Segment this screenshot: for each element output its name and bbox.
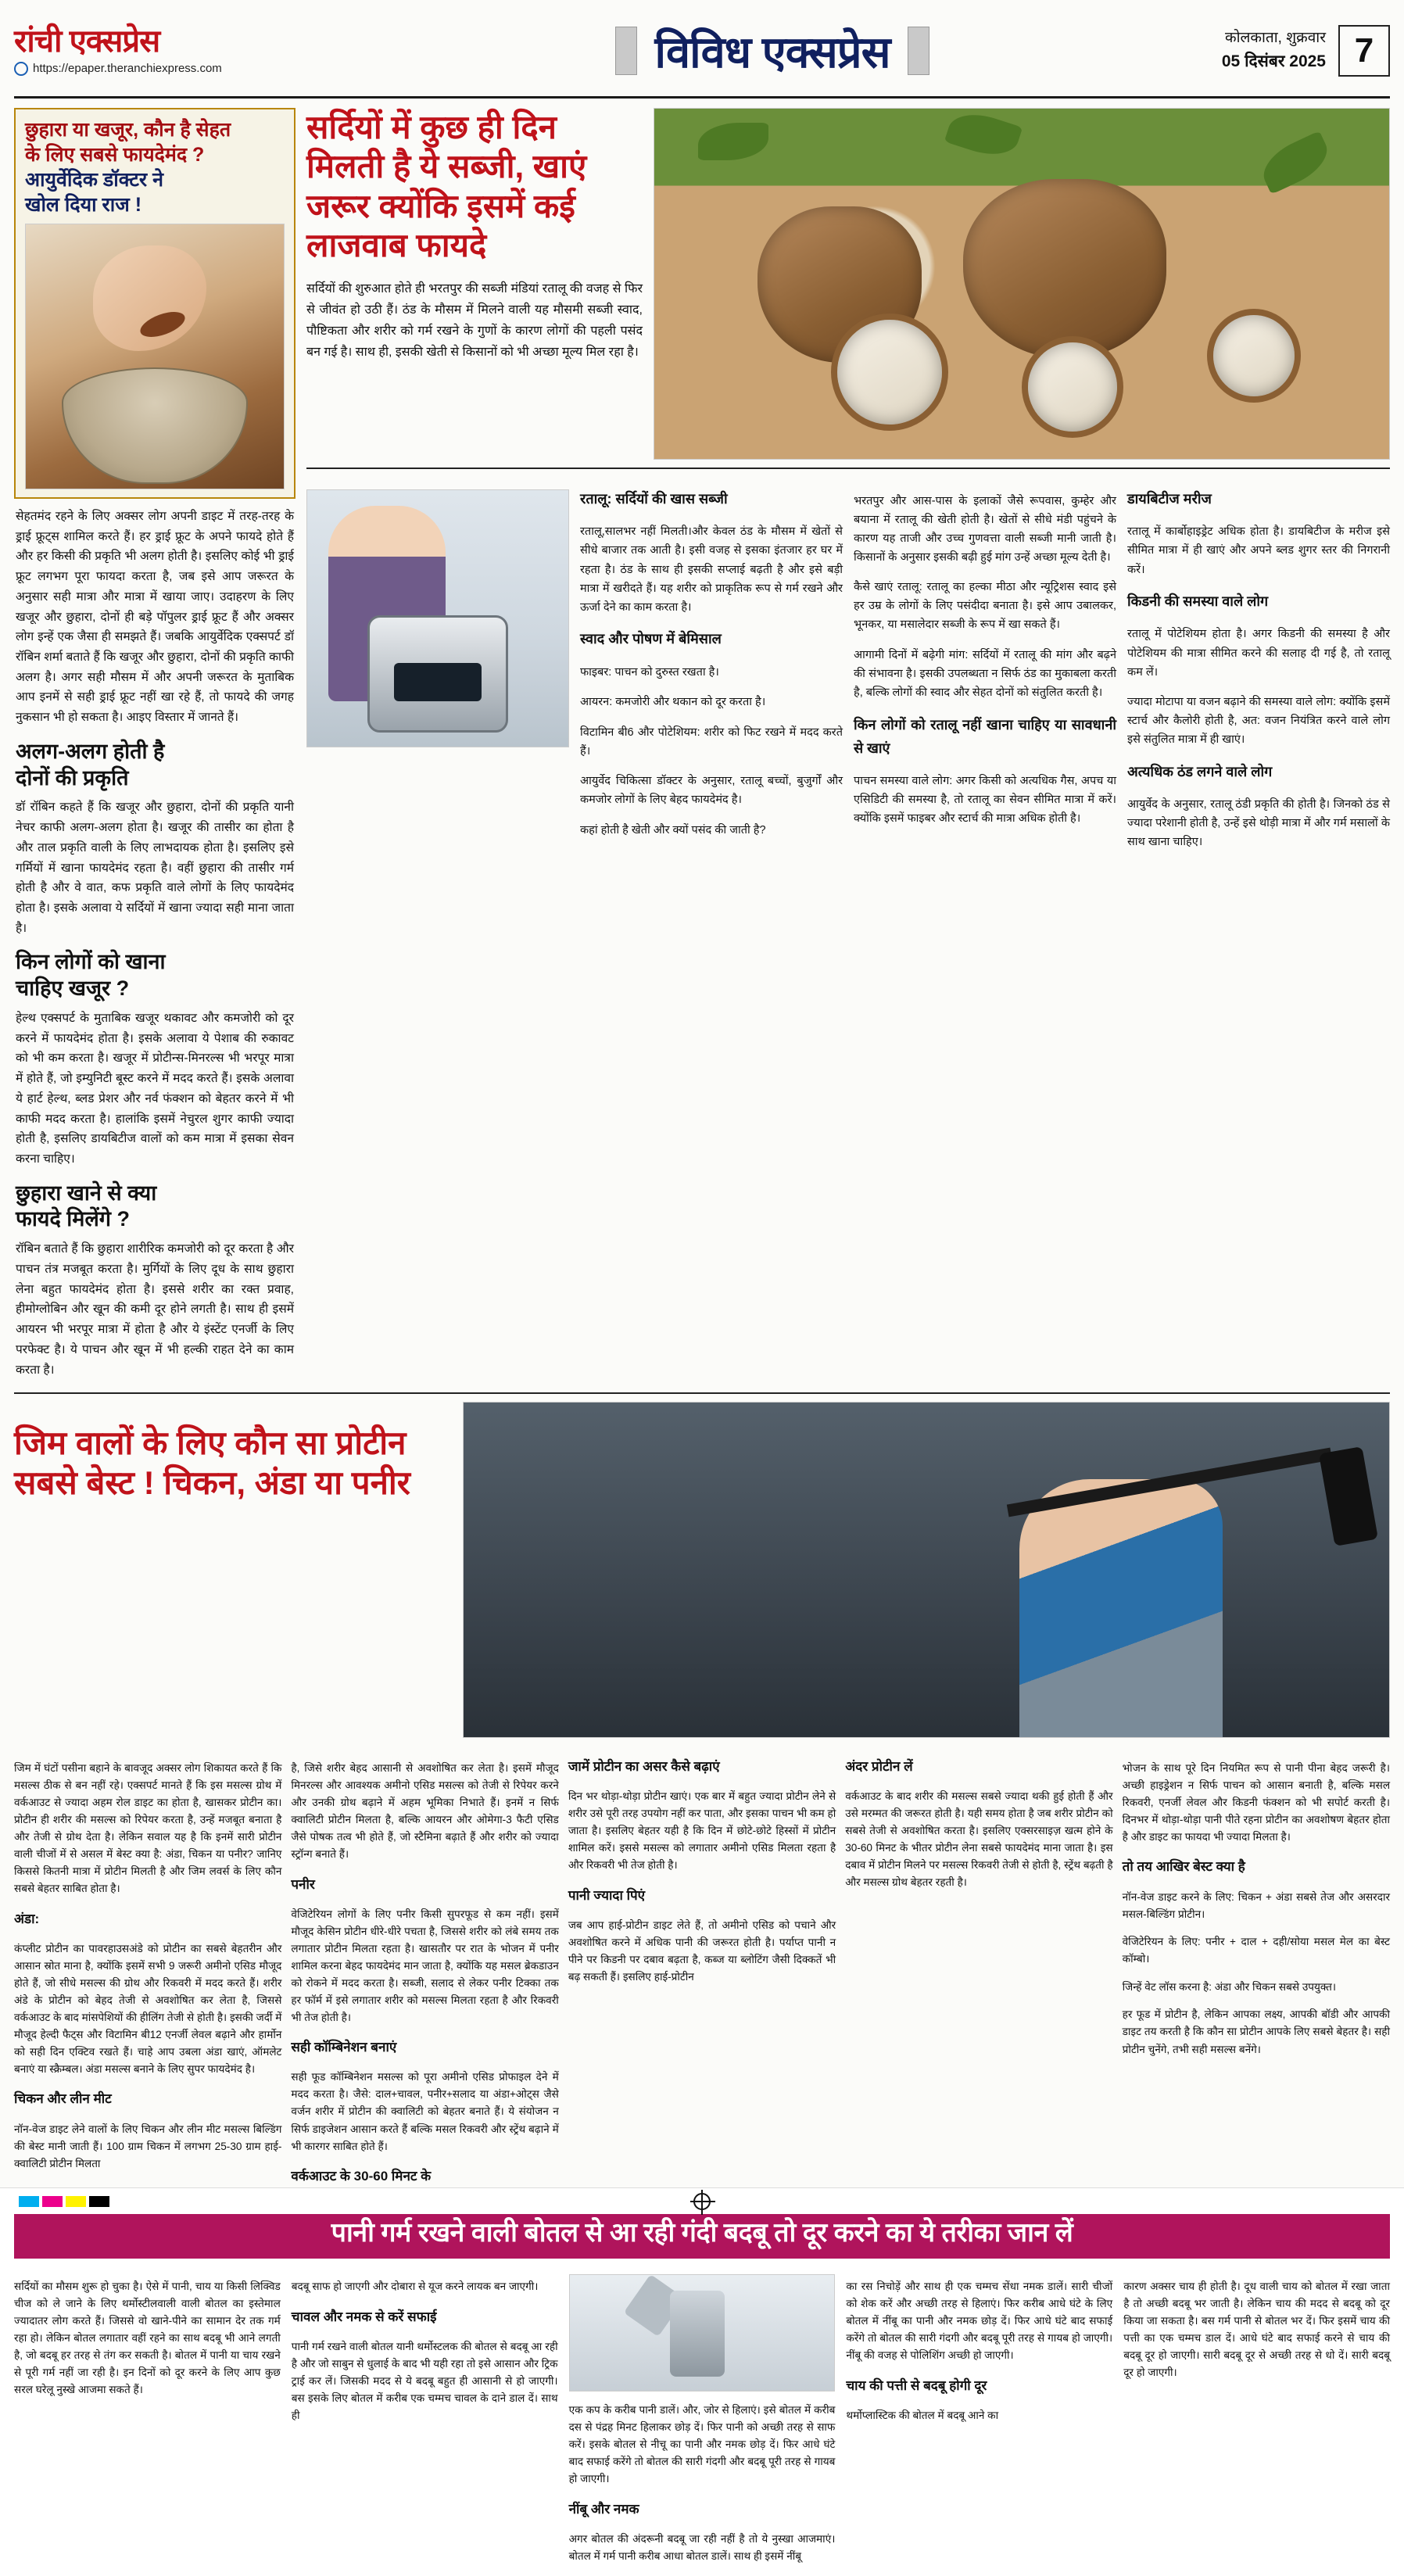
lead-col3-text: भरतपुर और आस-पास के इलाकों जैसे रूपवास, कुम्हेर और बयाना में रतालू की खेती होती है। खेतों से सीधे मंडी पहुंचने के कारण यह ताजी और उच्च गुणवत्ता वाली सब्जी मानी जाती है। किसानों के अनुसार इसकी बढ़ी हुई मांग उन्हें अच्छा मूल्य देती है। <box>854 494 1116 564</box>
teaser-subhead-2 <box>16 949 294 1002</box>
taro-root-vegetable-photo <box>654 108 1390 460</box>
lead-col3-text2: आगामी दिनों में बढ़ेगी मांग: सर्दियों में रतालू की मांग और बढ़ने की संभावना है। इसकी उपलब्धता न सिर्फ ठंड का मुकाबला करती है, बल्कि लोगों की स्वाद और सेहत दोनों को संतुलित करती है। <box>854 648 1116 700</box>
bottom-c5-text: कारण अक्सर चाय ही होती है। दूध वाली चाय को बोतल में रखा जाता है तो अच्छी बदबू भर जाती है। लेकिन चाय की मदद से बदबू को दूर किया जा सकता है। बस गर्म पानी से बोतल भर दें। फिर इसमें चाय की पत्ती का एक चम्मच डाल दें। आधे घंटे बाद सफाई करने से चाय की बदबू दूर हो जाएगी। सारी बदबू दूर से अच्छी तरह से धो दें। सारी बदबू दूर हो जाएगी। <box>1123 2280 1390 2379</box>
left-column <box>14 108 295 1380</box>
protein-c2-heading: पनीर <box>291 1876 315 1892</box>
lead-col2-heading2: स्वाद और पोषण में बेमिसाल <box>580 631 722 647</box>
protein-c1-heading: अंडा: <box>14 1911 40 1926</box>
teaser-headline <box>25 117 285 217</box>
teaser-article <box>14 108 295 499</box>
bottom-c4-heading: चाय की पत्ती से बदबू होगी दूर <box>846 2377 987 2393</box>
print-registration-bar <box>0 2187 1404 2214</box>
protein-c4-text: वर्कआउट के बाद शरीर की मसल्स सबसे ज्यादा थकी हुई होती हैं और उसे मरम्मत की जरूरत होती है। यही समय होता है जब शरीर प्रोटीन को सबसे तेजी से अवशोषित करता है। इसलिए एक्सरसाइज़ खत्म होने के 30-60 मिनट के भीतर प्रोटीन लेना सबसे फायदेमंद माना जाता है। इस दबाव में प्रोटीन मिलने पर मसल्स रिकवरी तेजी से होती है, स्ट्रेंथ बढ़ती है और मसल्स ग्रोथ बेहतर रहती है। <box>845 1790 1113 1889</box>
bottom-c3-heading: नींबू और नमक <box>568 2501 639 2517</box>
bottom-col-1 <box>14 2268 281 2576</box>
teaser-body-2: डॉ रॉबिन कहते हैं कि खजूर और छुहारा, दोनों की प्रकृति यानी नेचर काफी अलग-अलग होता है। खजूर की तासीर का होता है और ताल प्रकृति वाली के लिए लाभदायक होता है। इसलिए इसे गर्मियों में खाना फायदेमंद रहता है। वहीं छुहारा की तासीर गर्म होती है और वे वात, कफ प्रकृति वाले लोगों के लिए फायदेमंद होता है। इसके अलावा ये सर्दियों में खाना ज्यादा सही माना जाता है। <box>16 801 294 935</box>
bottom-c4-text: का रस निचोड़ें और साथ ही एक चम्मच सेंधा नमक डालें। सारी चीजों को शेक करें और अच्छी तरह से हिलाएं। फिर करीब आधे घंटे के लिए बोतल में नींबू का पानी और नमक छोड़ दें। फिर आधे घंटे बाद सफाई करेंगे तो बोतल की सारी गंदगी और बदबू पूरी तरह से गायब हो जाएगी। नींबू की वजह से पोलिशिंग अच्छी हो जाएगी। <box>846 2280 1113 2362</box>
bottom-banner-headline: पानी गर्म रखने वाली बोतल से आ रही गंदी बदबू तो दूर करने का ये तरीका जान लें <box>14 2204 1390 2259</box>
lead-col-4 <box>1127 480 1390 863</box>
athlete-shape <box>1019 1479 1223 1737</box>
logo-text: रांची एक्सप्रेस <box>14 23 160 59</box>
issue-date: 05 दिसंबर 2025 <box>1221 52 1326 70</box>
yellow-swatch <box>66 2196 86 2207</box>
protein-headline: जिम वालों के लिए कौन सा प्रोटीन सबसे बेस्ट ! चिकन, अंडा या पनीर <box>14 1424 410 1501</box>
taro-whole <box>963 179 1166 359</box>
lead-text-block <box>306 108 643 460</box>
decoration-bar-left <box>615 27 637 75</box>
masthead <box>14 11 1390 99</box>
lead-col2-text3: कहां होती है खेती और क्यों पसंद की जाती है? <box>580 823 766 837</box>
lead-col2-bullet-1: फाइबर: पाचन को दुरुस्त रखता है। <box>580 665 719 679</box>
teaser-headline-line2: के लिए सबसे फायदेमंद ? <box>25 144 205 166</box>
protein-c3-heading2: पानी ज्यादा पिएं <box>568 1888 646 1904</box>
bottom-c2-text2: पानी गर्म रखने वाली बोतल यानी थर्मोस्टलक की बोतल से बदबू आ रही है और जो साबुन से धुलाई के बाद भी यही रहा तो इसे आसान और ट्रिक ट्राई कर लें। जिसकी मदद से ये बदबू बहुत ही आसानी से हो जाएगी। बस इसके लिए बोतल में करीब एक चम्मच चावल के दाने डाल दें। साथ ही <box>291 2340 558 2422</box>
dateline <box>1222 27 1326 74</box>
taro-slice <box>1207 309 1301 403</box>
lead-col-2 <box>580 480 843 863</box>
protein-col-4 <box>845 1749 1112 2191</box>
protein-c3-text2: जब आप हाई-प्रोटीन डाइट लेते हैं, तो अमीनो एसिड को पचाने और अवशोषित करने में अधिक पानी की जरूरत होती है। पर्याप्त पानी न पीने पर किडनी पर दबाव बढ़ता है, कब्ज या ब्लोटिंग जैसी दिक्कतें भी बढ़ सकती हैं। इसलिए हाई-प्रोटीन <box>568 1919 836 1983</box>
lead-col2-bullet-2: आयरन: कमजोरी और थकान को दूर करता है। <box>580 696 766 709</box>
lead-col-3 <box>854 480 1116 863</box>
protein-c2-heading3: वर्कआउट के 30-60 मिनट के <box>291 2169 432 2184</box>
globe-icon <box>14 62 28 76</box>
bottom-c3-text: एक कप के करीब पानी डालें। और, जोर से हिलाएं। इसे बोतल में करीब दस से पंद्रह मिनट हिलाकर छोड़ दें। फिर पानी को अच्छी तरह से साफ करें। इसके बोतल से नीचू का पानी और नमक छोड़ दें। फिर आधे घंटे बाद सफाई करेंगे तो बोतल की सारी गंदगी और बदबू पूरी तरह से गायब हो जाएगी। <box>568 2404 836 2485</box>
lead-col4-text2: रतालू में पोटेशियम होता है। अगर किडनी की समस्या है और पोटेशियम की मात्रा सीमित करने की सलाह दी गई है, तो रतालू कम लें। <box>1127 628 1390 679</box>
teaser-body-4: रॉबिन बताते हैं कि छुहारा शारीरिक कमजोरी को दूर करता है और पाचन तंत्र मजबूत करता है। मुर्गियों के लिए दूध के साथ छुहारा लेना बहुत फायदेमंद होता है। इससे शरीर का रक्त प्रवाह, हीमोग्लोबिन और खून की कमी दूर होने लगती है। साथ ही इसमें आयरन भी भरपूर मात्रा में होता है और ये इंस्टेंट एनर्जी के लिए परफेक्ट है। ये पाचन और खून में भी हल्की राहत देने का काम करता है। <box>16 1242 294 1377</box>
place-day: कोलकाता, शुक्रवार <box>1225 29 1326 46</box>
taro-slice <box>831 313 948 431</box>
bottom-col-5 <box>1123 2268 1390 2576</box>
protein-col-5 <box>1123 1749 1390 2191</box>
protein-columns <box>14 1749 1390 2191</box>
bottom-c2-text: बदबू साफ हो जाएगी और दोबारा से यूज करने लायक बन जाएगी। <box>291 2280 539 2293</box>
lead-col-1 <box>306 480 569 863</box>
divider <box>306 468 1390 469</box>
lead-col2-bullet-3: विटामिन बी6 और पोटेशियम: शरीर को फिट रखने में मदद करते हैं। <box>580 726 843 758</box>
teaser-headline-line3: आयुर्वेदिक डॉक्टर ने <box>25 169 163 191</box>
teaser-subhead-1-line1: अलग-अलग होती है <box>16 739 165 763</box>
lead-headline: सर्दियों में कुछ ही दिन मिलती है ये सब्जी, खाएं जरूर क्योंकि इसमें कई लाजवाब फायदे <box>306 109 587 264</box>
page-content <box>14 108 1390 1380</box>
bottom-columns <box>14 2268 1390 2576</box>
section-title: विविध एक्सप्रेस <box>654 27 890 77</box>
cyan-swatch <box>19 2196 39 2207</box>
cooker-shape <box>367 615 508 733</box>
teaser-body-1: सेहतमंद रहने के लिए अक्सर लोग अपनी डाइट में तरह-तरह के ड्राई फ्रूट्स शामिल करते हैं। हर ड्राई फ्रूट के अपने फायदे होते हैं और हर किसी की प्रकृति भी अलग होती है। इसलिए कोई भी ड्राई फ्रूट लगभग पूरा फायदा करता है, जब इसे आप जरूरत के अनुसार सही मात्रा और मात्रा में खाया जाए। उदाहरण के लिए खजूर और छुहारा, दोनों ही बड़े पॉपुलर ड्राई फ्रूट हैं और अक्सर लोग इन्हें एक जैसा ही समझते हैं। जबकि आयुर्वेदिक एक्सपर्ट डॉ रॉबिन शर्मा बताते हैं कि खजूर और छुहारा, दोनों की प्रकृति काफी अलग है। अगर सही मौसम में और अपनी जरूरत के मुताबिक आप इनमें से सही ड्राई फ्रूट नहीं खा रहे हैं, तो फायदे की जगह नुकसान भी हो सकता है। आइए विस्तार में जानते हैं। <box>16 510 294 725</box>
protein-c1-text: जिम में घंटों पसीना बहाने के बावजूद अक्सर लोग शिकायत करते हैं कि मसल्स ठीक से बन नहीं रहे। एक्सपर्ट मानते हैं कि इस मसल्स ग्रोथ में वर्कआउट से ज्यादा अहम रोल डाइट का होता है, खासकर प्रोटीन का। प्रोटीन ही शरीर की मसल्स को रिपेयर करता है, उन्हें मजबूत बनाता है और तेजी से ग्रोथ देता है। लेकिन सवाल यह है कि इनमें सारी प्रोटीन वाली चीजों में से असल में बेस्ट क्या है: अंडा, चिकन या पनीर? जानिए किससे कितनी मात्रा में प्रोटीन मिलती है और जिम लवर्स के लिए कौन सबसे बेहतर साबित होता है। <box>14 1761 282 1894</box>
lead-col4-heading3: अत्यधिक ठंड लगने वाले लोग <box>1127 763 1273 779</box>
main-column <box>306 108 1390 1380</box>
dates-in-bowl-photo <box>25 224 285 489</box>
black-swatch <box>89 2196 109 2207</box>
bottom-c2-heading: चावल और नमक से करें सफाई <box>291 2309 437 2324</box>
protein-c2-heading2: सही कॉम्बिनेशन बनाएं <box>291 2040 397 2055</box>
taro-slice <box>1022 336 1123 438</box>
bottom-col-2 <box>292 2268 558 2576</box>
protein-c2-text2: वेजिटेरियन लोगों के लिए पनीर किसी सुपरफूड से कम नहीं। इसमें मौजूद केसिन प्रोटीन धीरे-धीरे पचता है, जिससे शरीर को लंबे समय तक लगातार प्रोटीन मिलता रहता है। खासतौर पर रात के भोजन में पनीर शामिल करना बेहद फायदेमंद मान जाता है, क्योंकि यह मसल ब्रेकडाउन को रोकने में मदद करता है। सब्जी, सलाद से लेकर पनीर टिक्का तक हर फॉर्म में इसे लगातार शरीर को मसल्स मिलता रहता है और रिकवरी भी तेज होती है। <box>291 1908 559 2023</box>
leaf-shape <box>698 123 768 160</box>
protein-c5-heading: तो तय आखिर बेस्ट क्या है <box>1122 1859 1245 1875</box>
woman-with-pressure-cooker-photo <box>306 489 569 747</box>
cmyk-color-bar <box>19 2196 109 2207</box>
protein-c1-text3: नॉन-वेज डाइट लेने वालों के लिए चिकन और लीन मीट मसल्स बिल्डिंग की बेस्ट मानी जाती हैं। 100 ग्राम चिकन में लगभग 25-30 ग्राम हाई-क्वालिटी प्रोटीन मिलता <box>14 2123 282 2169</box>
protein-c1-heading2: चिकन और लीन मीट <box>14 2091 112 2107</box>
protein-col-2 <box>291 1749 558 2191</box>
lead-col2-heading: रतालू: सर्दियों की खास सब्जी <box>580 491 728 507</box>
teaser-subhead-1 <box>16 739 294 792</box>
protein-col-3 <box>568 1749 836 2191</box>
lead-col3-heading3: किन लोगों को रतालू नहीं खाना चाहिए या सावधानी से खाएं <box>854 716 1116 756</box>
protein-c1-text2: कंप्लीट प्रोटीन का पावरहाउसअंडे को प्रोटीन का सबसे बेहतरीन और आसान स्रोत माना है, क्योंकि इसमें सभी 9 जरूरी अमीनो एसिड मौजूद होते हैं, जो सीधे मसल्स की ग्रोथ और रिकवरी में मदद करते हैं। शरीर अंडे के प्रोटीन को बेहद तेजी से अवशोषित कर लेता है, जिससे वर्कआउट के बाद मांसपेशियों की हीलिंग तेजी से होती है। इसकी जर्दी में मौजूद हेल्दी फैट्स और विटामिन बी12 एनर्जी लेवल बढ़ाने और हार्मोन को सही दिन एक्टिव रखते हैं। चाहे आप उबला अंडा खाएं, ऑमलेट बनाएं या स्क्रैम्बल। अंडा मसल्स बनाने के लिए सुपर फायदेमंद है। <box>14 1942 282 2075</box>
teaser-body-3: हेल्थ एक्सपर्ट के मुताबिक खजूर थकावट और कमजोरी को दूर करने में फायदेमंद होता है। इसके अलावा ये पेशाब की रुकावट को भी कम करता है। खजूर में प्रोटीन्स-मिनरल्स भी भरपूर मात्रा में होते हैं, जो इम्युनिटी बूस्ट करने में मदद करते हैं। इसके अलावा ये हार्ट हेल्थ, ब्लड प्रेशर और नर्व फंक्शन को बेहतर करने में भी काफी मदद करता है। हालांकि इसमें नेचुरल शुगर काफी ज्यादा होती है, इसलिए डायबिटीज वालों को कम मात्रा में इसका सेवन करना चाहिए। <box>16 1011 294 1166</box>
lead-story <box>306 108 1390 460</box>
bottle-shape <box>670 2291 725 2377</box>
bowl-shape <box>62 367 248 484</box>
thermos-bottle-pouring-photo <box>569 2274 836 2391</box>
page-number: 7 <box>1338 25 1390 77</box>
magenta-swatch <box>42 2196 63 2207</box>
bottom-col-4 <box>846 2268 1112 2576</box>
lead-col4-text: रतालू में कार्बोहाइड्रेट अधिक होता है। डायबिटीज के मरीज इसे सीमित मात्रा में ही खाएं और अपने ब्लड शुगर स्तर की निगरानी करें। <box>1127 525 1390 576</box>
masthead-right <box>1124 25 1390 77</box>
teaser-headline-line1: छुहारा या खजूर, कौन है सेहत <box>25 119 231 141</box>
teaser-subhead-2-line2: चाहिए खजूर ? <box>16 976 130 1001</box>
bottom-c3-text2: अगर बोतल की अंदरूनी बदबू जा रही नहीं है तो ये नुस्खा आजमाएं। बोतल में गर्म पानी करीब आधा बोतल डालें। साथ ही इसमें नींबू <box>568 2533 836 2563</box>
protein-c2-text: है, जिसे शरीर बेहद आसानी से अवशोषित कर लेता है। इसमें मौजूद मिनरल्स और आवश्यक अमीनो एसिड मसल्स को तेजी से रिपेयर करने और उनकी ग्रोथ बढ़ाने में अहम भूमिका निभाते हैं। इनमें न सिर्फ क्वालिटी प्रोटीन मिलता है, बल्कि आयरन और ओमेगा-3 फैटी एसिड जैसे पोषक तत्व भी होते हैं, जो स्टैमिना बढ़ाते हैं और शरीर को ज्यादा स्ट्रॉन्ग बनाते हैं। <box>291 1761 559 1860</box>
bottom-c1-text: सर्दियों का मौसम शुरू हो चुका है। ऐसे में पानी, चाय या किसी लिक्विड चीज को ले जाने के लिए थर्मोस्टीलवाली वाली बोतल का इस्तेमाल ज्यादातर लोग करते हैं। जिससे वो खाने-पीने का सामान देर तक गर्म रहा हो। लेकिन बोतल लगातार वहीं रहने का साथ बदबू भी आने लगती है, जो बदबू हर तरह से तंग कर सकती है। बोतल में पानी या चाय रखने से पूरी गर्म नहीं जा रही है। इन दिनों को दूर करने के लिए आप कुछ सरल घरेलू नुस्खे आजमा सकते हैं। <box>14 2280 281 2396</box>
lead-col4-heading2: किडनी की समस्या वाले लोग <box>1127 593 1269 610</box>
teaser-subhead-1-line2: दोनों की प्रकृति <box>16 765 129 790</box>
leaf-shape <box>1255 131 1335 195</box>
protein-c3-heading: जामें प्रोटीन का असर कैसे बढ़ाएं <box>568 1759 720 1775</box>
protein-c5-text3: वेजिटेरियन के लिए: पनीर + दाल + दही/सोया मसल मेल का बेस्ट कॉम्बो। <box>1122 1936 1391 1965</box>
url-text: https://epaper.theranchiexpress.com <box>33 62 222 75</box>
protein-c3-text: दिन भर थोड़ा-थोड़ा प्रोटीन खाएं। एक बार में बहुत ज्यादा प्रोटीन लेने से शरीर उसे पूरी तरह उपयोग नहीं कर पाता, और इसका पाचन भी कम हो जाता है। इसलिए बेहतर यही है कि दिन में छोटे-छोटे हिस्सों में प्रोटीन शामिल करें। इससे मसल्स को लगातार अमीनो एसिड मिलता रहता है और रिकवरी भी तेज होती है। <box>568 1790 836 1872</box>
protein-c2-text3: सही फूड कॉम्बिनेशन मसल्स को पूरा अमीनो एसिड प्रोफाइल देने में मदद करता है। जैसे: दाल+चावल, पनीर+सलाद या अंडा+ओट्स जैसे वर्जन शरीर में प्रोटीन की क्वालिटी को बेहतर बनाते हैं। ये संयोजन न सिर्फ डाइजेशन आसान करते हैं बल्कि मसल रिकवरी और स्ट्रेंथ बढ़ाने में भी कारगर साबित होते हैं। <box>291 2071 559 2152</box>
teaser-subhead-3-line1: छुहारा खाने से क्या <box>16 1181 157 1205</box>
newspaper-logo <box>14 23 421 59</box>
teaser-subhead-2-line1: किन लोगों को खाना <box>16 950 166 974</box>
cooker-panel <box>394 663 481 701</box>
protein-article <box>14 1392 1390 2191</box>
protein-c5-text4: जिन्हें वेट लॉस करना है: अंडा और चिकन सबसे उपयुक्त। <box>1122 1980 1337 1993</box>
section-title-wrap <box>421 21 1124 81</box>
protein-c4-heading: अंदर प्रोटीन लें <box>845 1759 913 1775</box>
lead-col4-text3: ज्यादा मोटापा या वजन बढ़ाने की समस्या वाले लोग: क्योंकि इसमें स्टार्च और कैलोरी होती है, अत: वजन नियंत्रित करने वाले लोग इसे संतुलित मात्रा में ही खाएं। <box>1127 696 1390 747</box>
registration-mark-icon <box>693 2193 711 2210</box>
epaper-url[interactable] <box>14 62 421 76</box>
woman-lifting-barbell-gym-photo <box>463 1402 1390 1738</box>
leaf-shape <box>944 108 1023 163</box>
lead-col4-heading: डायबिटीज मरीज <box>1127 491 1212 507</box>
lead-col3-text3: पाचन समस्या वाले लोग: अगर किसी को अत्यधिक गैस, अपच या एसिडिटी की समस्या है, तो रतालू का सेवन सीमित मात्रा में करें। क्योंकि इसमें फाइबर और स्टार्च की मात्रा अधिक होती है। <box>854 774 1116 825</box>
decoration-bar-right <box>908 27 929 75</box>
lead-col4-text4: आयुर्वेद के अनुसार, रतालू ठंडी प्रकृति की होती है। जिनको ठंड से ज्यादा परेशानी होती है, उन्हें इसे थोड़ी मात्रा में और गर्म मसालों के साथ खाना चाहिए। <box>1127 798 1390 849</box>
lead-col3-heading2: कैसे खाएं रतालू: रतालू का हल्का मीठा और न्यूट्रिशस स्वाद इसे हर उम्र के लोगों के लिए पसंदीदा बनाता है। इसे आप उबालकर, भूनकर, या मसालेदार सब्जी के रूप में खा सकते हैं। <box>854 581 1116 632</box>
teaser-subhead-3 <box>16 1181 294 1234</box>
divider <box>14 1392 1390 1394</box>
lead-col2-text2: आयुर्वेद चिकित्सा डॉक्टर के अनुसार, रतालू बच्चों, बुजुर्गों और कमजोर लोगों के लिए बेहद फायदेमंद है। <box>580 775 843 807</box>
protein-c5-text5: हर फूड में प्रोटीन है, लेकिन आपका लक्ष्य, आपकी बॉडी और आपकी डाइट तय करती है कि कौन सा प्रोटीन आपके लिए सबसे बेहतर है। सही प्रोटीन चुनेंगे, तभी सही मसल्स बनेंगे। <box>1122 2008 1391 2055</box>
protein-c5-text2: नॉन-वेज डाइट करने के लिए: चिकन + अंडा सबसे तेज और असरदार मसल-बिल्डिंग प्रोटीन। <box>1122 1890 1391 1920</box>
protein-top <box>14 1402 1390 1738</box>
bottom-col-3 <box>569 2268 836 2576</box>
teaser-headline-line4: खोल दिया राज ! <box>25 194 142 216</box>
lead-col2-text: रतालू,सालभर नहीं मिलती।और केवल ठंड के मौसम में खेतों से सीधे बाजार तक आती है। इसी वजह से इसका इंतजार हर घर में रहता है। ठंड के साथ ही इसकी सप्लाई बढ़ती है और इसे बड़ी मात्रा में खरीदते हैं। यह शरीर को प्राकृतिक रूप से गर्म रखने और ऊर्जा देने का काम करता है। <box>580 525 843 614</box>
lead-standfirst: सर्दियों की शुरुआत होते ही भरतपुर की सब्जी मंडियां रतालू की वजह से फिर से जीवंत हो उठी हैं। ठंड के मौसम में मिलने वाली यह मौसमी सब्जी स्वाद, पौष्टिकता और शरीर को गर्म रखने के गुणों के कारण लोगों की पहली पसंद बन गई है। साथ ही, इसकी खेती से किसानों को भी अच्छा मूल्य मिल रहा है। <box>306 281 643 360</box>
lead-body-columns <box>306 480 1390 863</box>
masthead-left <box>14 23 421 76</box>
masthead-center <box>421 21 1124 81</box>
bottom-c4-text2: थर्मोप्लास्टिक की बोतल में बदबू आने का <box>846 2409 999 2422</box>
teaser-subhead-3-line2: फायदे मिलेंगे ? <box>16 1207 130 1231</box>
barbell-plate-shape <box>1319 1446 1378 1546</box>
protein-col-1 <box>14 1749 281 2191</box>
protein-c5-text: भोजन के साथ पूरे दिन नियमित रूप से पानी पीना बेहद जरूरी है। अच्छी हाइड्रेशन न सिर्फ पाचन को आसान बनाती है, बल्कि मसल रिकवरी, एनर्जी लेवल और किडनी फंक्शन को भी सपोर्ट करती है। दिनभर में थोड़ा-थोड़ा पानी पीते रहना प्रोटीन का अवशोषण बेहतर होता है और डाइट का फायदा भी ज्यादा मिलता है। <box>1122 1761 1391 1843</box>
